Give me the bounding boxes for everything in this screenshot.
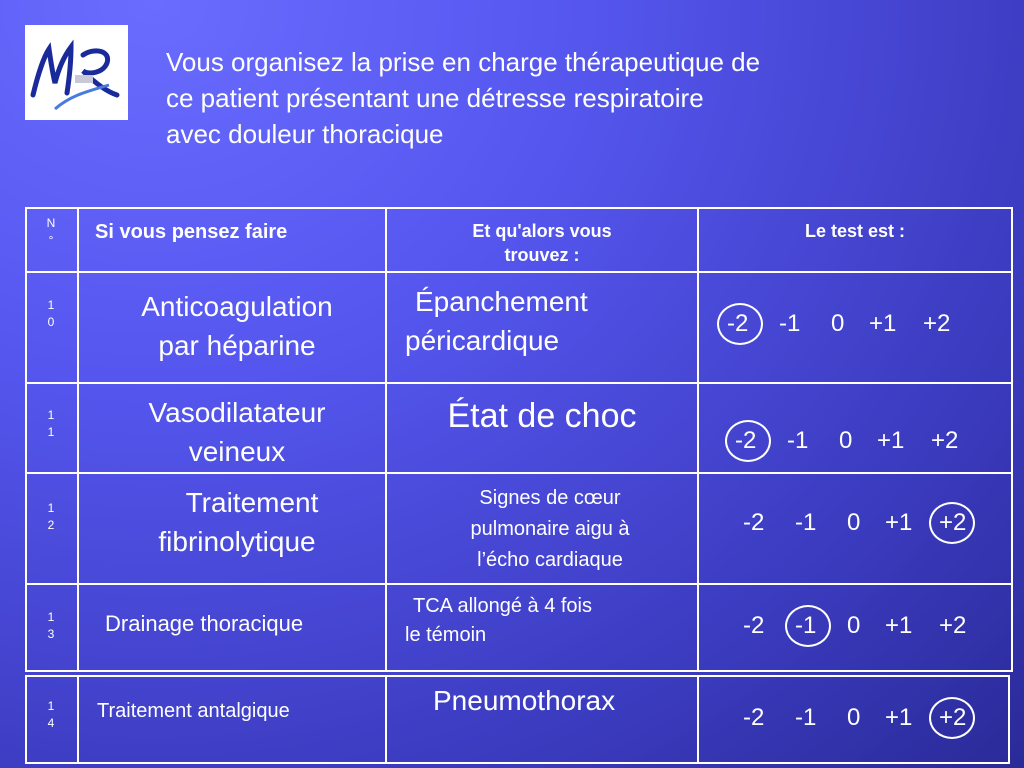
row-action xyxy=(79,393,395,471)
row-action-line: fibrinolytique xyxy=(158,526,316,557)
selected-answer-circle xyxy=(929,502,975,544)
scale-value: -2 xyxy=(743,704,765,731)
column-header-action: Si vous pensez faire xyxy=(95,221,288,243)
row-finding xyxy=(405,282,588,360)
scale-value: -1 xyxy=(795,612,817,639)
row-action xyxy=(79,287,395,365)
scale-value: +1 xyxy=(869,310,897,337)
column-header-finding-line: Et qu'alors vous xyxy=(472,221,612,241)
row-action-line: Anticoagulation xyxy=(141,291,333,322)
page-title xyxy=(166,44,966,152)
scale-value: 0 xyxy=(839,427,853,454)
scale-value: 0 xyxy=(847,704,861,731)
scale-value: +1 xyxy=(885,704,913,731)
scale-value: +1 xyxy=(885,509,913,536)
row-finding-line: Signes de cœur xyxy=(479,487,621,509)
scale-value: -2 xyxy=(743,612,765,639)
row-finding xyxy=(405,592,592,650)
row-number-digit: 1 xyxy=(47,298,55,312)
row-action: Drainage thoracique xyxy=(105,611,304,636)
title-line: avec douleur thoracique xyxy=(166,119,444,149)
scale-value: -2 xyxy=(727,310,749,337)
column-header-test: Le test est : xyxy=(804,221,906,241)
logo-mr-icon xyxy=(25,25,128,120)
row-number xyxy=(27,500,75,534)
row-number xyxy=(27,297,75,331)
row-number xyxy=(27,609,75,643)
scale-value: -1 xyxy=(779,310,801,337)
row-finding: Pneumothorax xyxy=(433,685,616,716)
selected-answer-circle xyxy=(785,605,831,647)
row-finding-line: Épanchement xyxy=(415,286,588,317)
scale-value: -1 xyxy=(795,509,817,536)
row-finding xyxy=(405,483,695,576)
row-number xyxy=(27,698,75,732)
row-action-line: Traitement xyxy=(185,487,319,518)
selected-answer-circle xyxy=(725,420,771,462)
logo xyxy=(25,25,128,120)
row-number-digit: 1 xyxy=(47,408,55,422)
row-number-digit: 4 xyxy=(47,716,55,730)
row-action: Traitement antalgique xyxy=(97,700,290,722)
scale-value: +2 xyxy=(939,509,967,536)
test-scale xyxy=(743,612,1013,642)
test-scale xyxy=(743,704,1013,734)
scale-value: 0 xyxy=(847,612,861,639)
test-table xyxy=(25,207,1013,672)
row-finding-line: péricardique xyxy=(405,325,560,356)
row-number-digit: 1 xyxy=(47,425,55,439)
row-finding-line: l’écho cardiaque xyxy=(477,549,623,571)
row-finding-line: le témoin xyxy=(405,624,487,646)
row-action xyxy=(79,483,395,561)
test-scale xyxy=(743,509,1013,539)
scale-value: +2 xyxy=(939,612,967,639)
row-finding-line: TCA allongé à 4 fois xyxy=(413,595,592,617)
column-header-finding xyxy=(387,219,697,267)
scale-value: -1 xyxy=(795,704,817,731)
title-line: Vous organisez la prise en charge thérapeutique de xyxy=(166,47,761,77)
test-scale xyxy=(727,310,1007,340)
scale-value: -1 xyxy=(787,427,809,454)
scale-value: 0 xyxy=(831,310,845,337)
row-number-digit: 1 xyxy=(47,610,55,624)
column-header-finding-line: trouvez : xyxy=(504,245,580,265)
row-number-digit: 2 xyxy=(47,518,55,532)
title-line: ce patient présentant une détresse respiratoire xyxy=(166,83,704,113)
row-action-line: par héparine xyxy=(158,330,316,361)
scale-value: -2 xyxy=(735,427,757,454)
selected-answer-circle xyxy=(717,303,763,345)
test-table-row-14 xyxy=(25,675,1010,764)
scale-value: +1 xyxy=(877,427,905,454)
scale-value: +2 xyxy=(923,310,951,337)
scale-value: 0 xyxy=(847,509,861,536)
row-finding-line: pulmonaire aigu à xyxy=(470,518,630,540)
row-number-digit: 3 xyxy=(47,627,55,641)
scale-value: +1 xyxy=(885,612,913,639)
row-number-digit: 1 xyxy=(47,699,55,713)
column-header-number-line: ° xyxy=(48,233,54,247)
scale-value: -2 xyxy=(743,509,765,536)
row-number-digit: 1 xyxy=(47,501,55,515)
scale-value: +2 xyxy=(931,427,959,454)
test-scale xyxy=(735,427,1015,457)
selected-answer-circle xyxy=(929,697,975,739)
scale-value: +2 xyxy=(939,704,967,731)
column-header-number-line: N xyxy=(46,216,56,230)
row-finding: État de choc xyxy=(447,397,637,435)
row-number xyxy=(27,407,75,441)
row-action-line: veineux xyxy=(188,436,286,467)
row-number-digit: 0 xyxy=(47,315,55,329)
column-header-number xyxy=(27,215,75,249)
row-action-line: Vasodilatateur xyxy=(148,397,326,428)
